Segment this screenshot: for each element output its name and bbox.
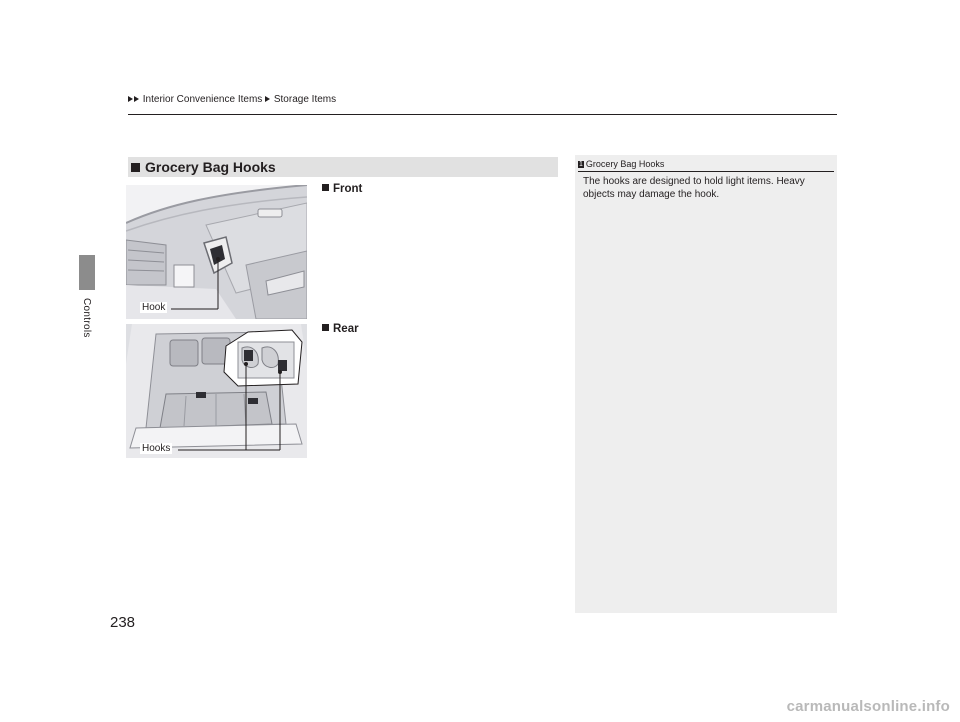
- square-bullet-icon: [131, 163, 140, 172]
- front-hook-illustration: [126, 185, 307, 319]
- front-interior-drawing: [126, 185, 307, 319]
- square-bullet-icon: [322, 324, 329, 331]
- chapter-tab-marker: [79, 255, 95, 290]
- breadcrumb-item-interior[interactable]: Interior Convenience Items: [142, 94, 263, 105]
- subheading-front: Front: [322, 183, 362, 195]
- section-title: Grocery Bag Hooks: [145, 159, 276, 175]
- note-panel: [575, 155, 837, 613]
- square-bullet-icon: [322, 184, 329, 191]
- breadcrumb-item-storage[interactable]: Storage Items: [273, 94, 337, 105]
- breadcrumb-arrow-icon: [265, 96, 270, 102]
- breadcrumb: [128, 94, 336, 105]
- chapter-tab-label: Controls: [81, 298, 92, 338]
- rear-cargo-drawing: [126, 324, 307, 458]
- note-divider: [578, 171, 834, 172]
- breadcrumb-arrow-icon: [128, 96, 133, 102]
- hooks-callout-label: Hooks: [142, 443, 171, 454]
- rear-hooks-illustration: [126, 324, 307, 458]
- subheading-rear: Rear: [322, 323, 359, 335]
- watermark: carmanualsonline.info: [786, 698, 950, 715]
- note-marker: 1: [579, 161, 583, 168]
- hook-callout-label: Hook: [142, 302, 166, 313]
- breadcrumb-arrow-icon: [134, 96, 139, 102]
- section-heading: [128, 157, 558, 177]
- note-title: 1 Grocery Bag Hooks: [579, 159, 665, 169]
- note-body: The hooks are designed to hold light items. Heavy objects may damage the hook.: [583, 176, 805, 200]
- header-divider: [128, 114, 837, 115]
- page-number: 238: [110, 614, 136, 631]
